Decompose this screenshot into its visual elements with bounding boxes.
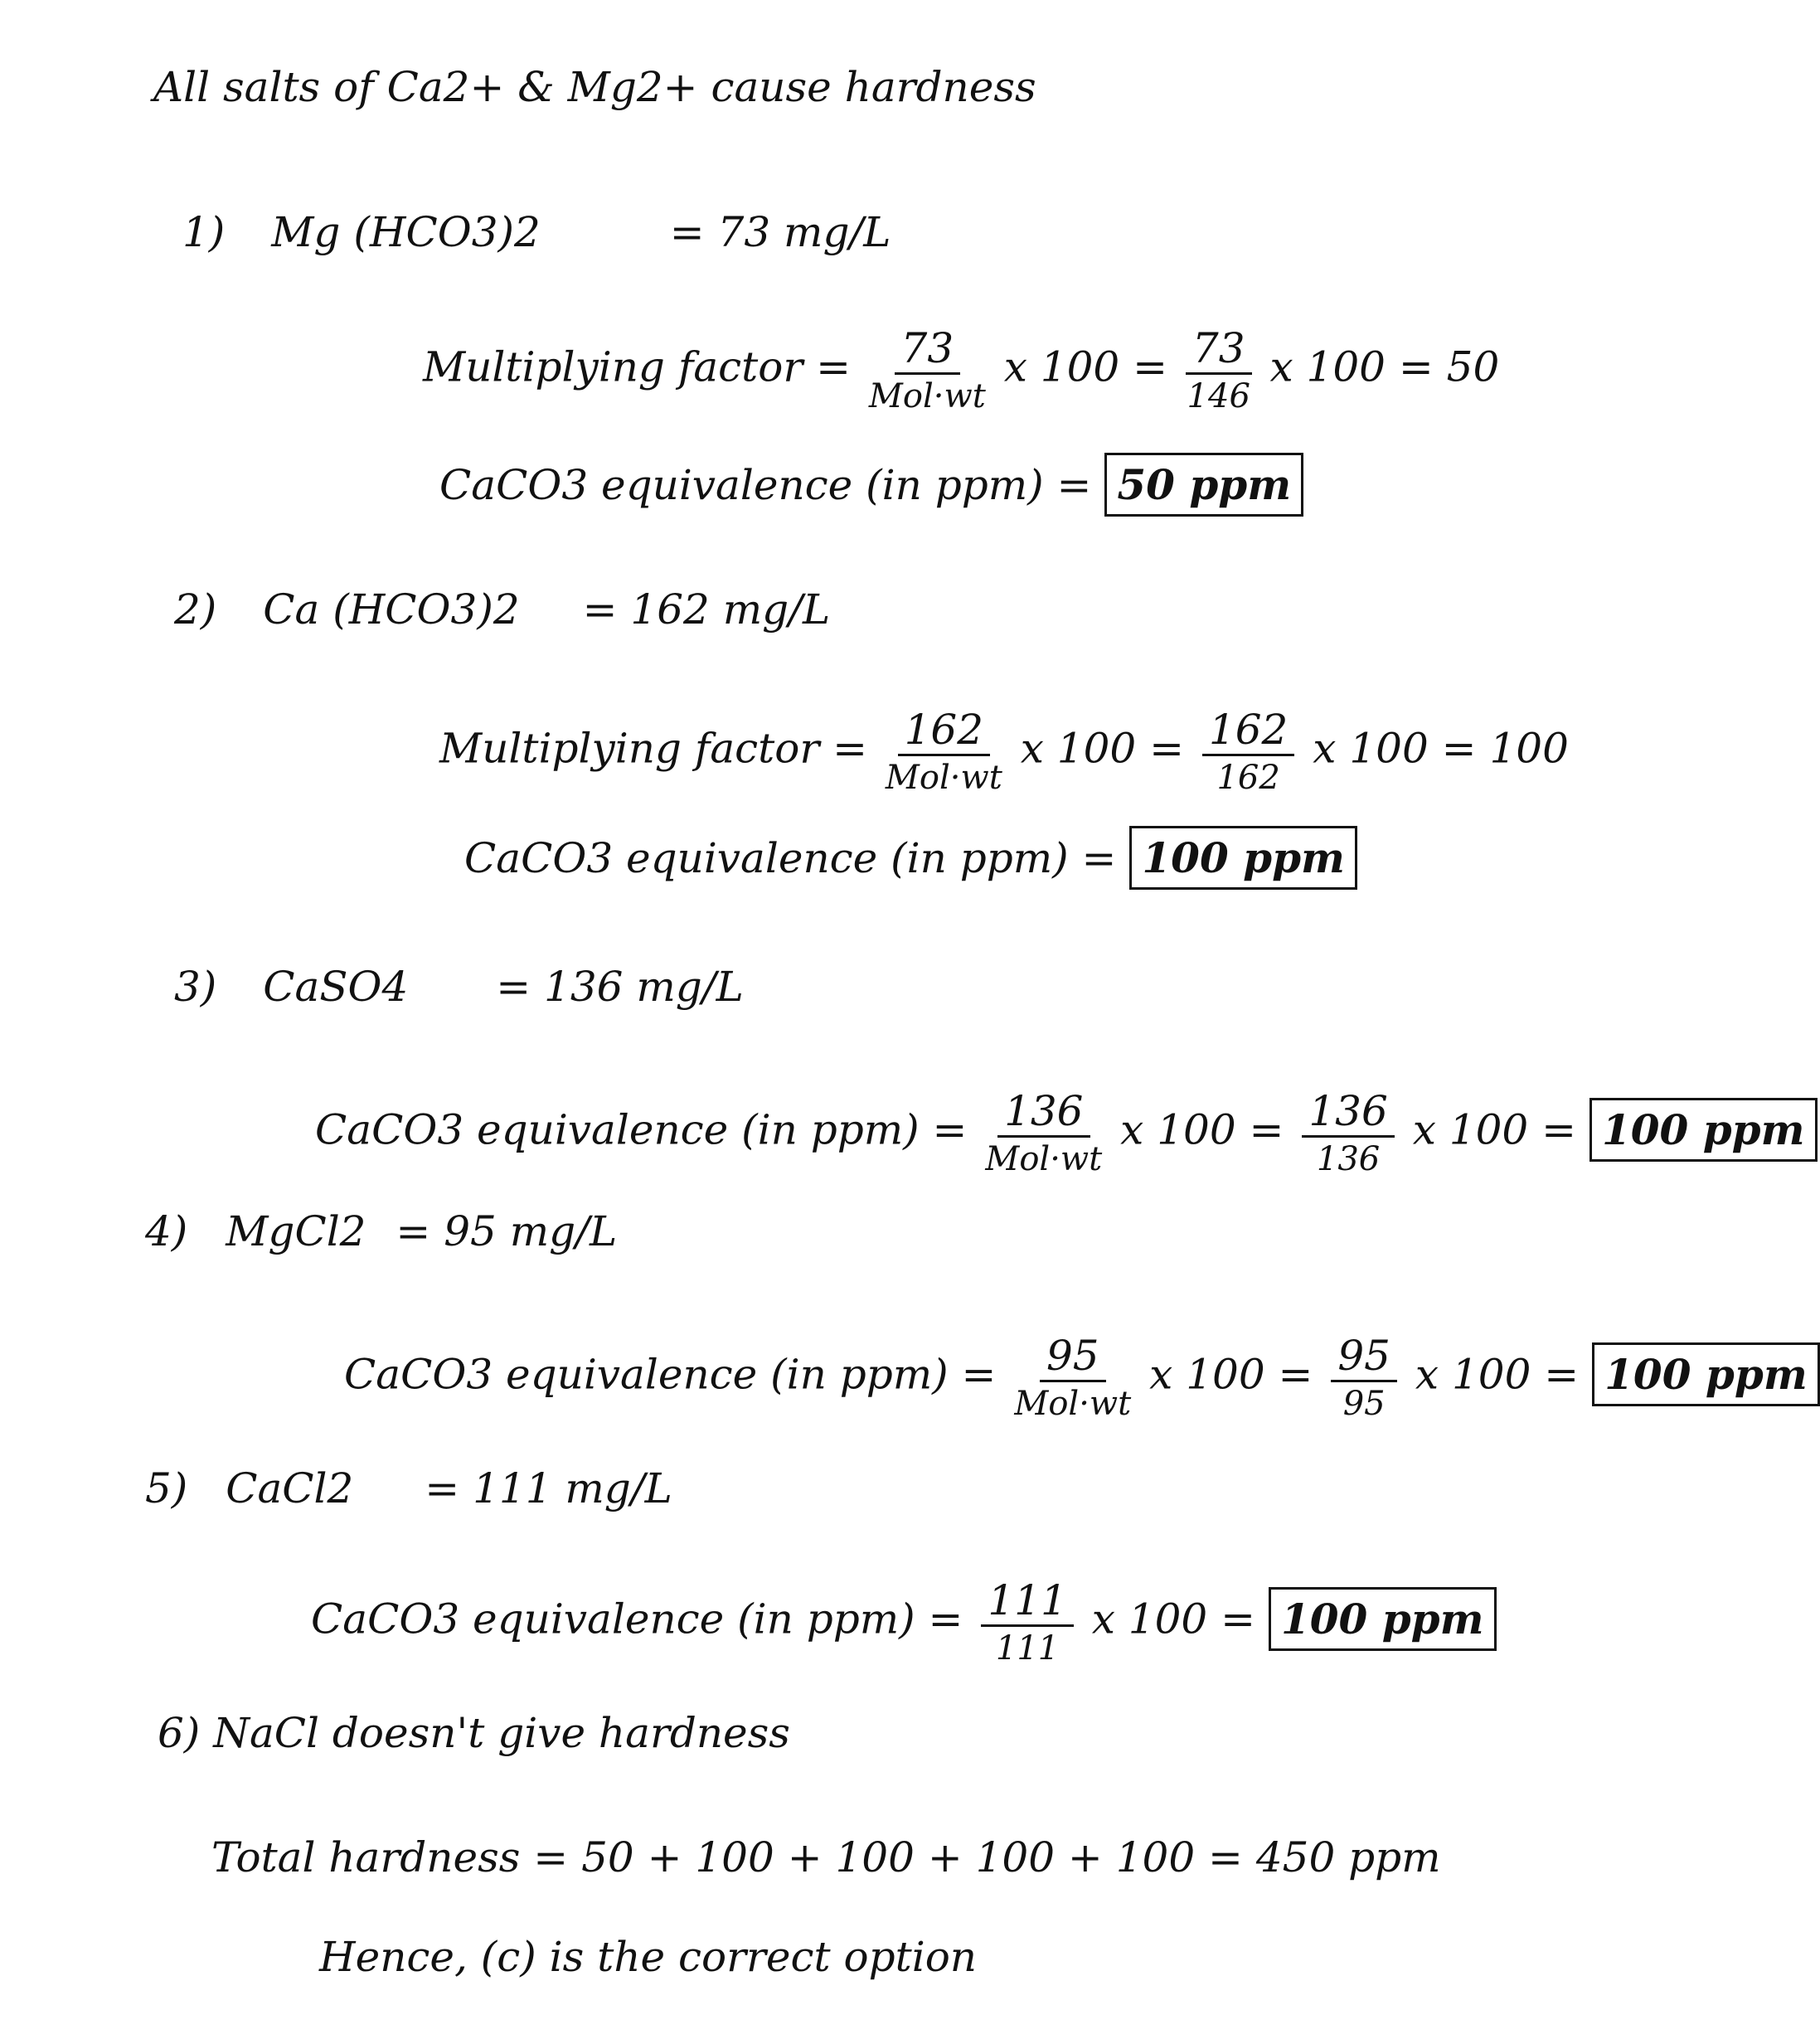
frac-den: Mol·wt [1014, 1385, 1132, 1423]
frac-den: Mol·wt [985, 1140, 1103, 1178]
boxed-result: 100 ppm [1592, 1342, 1820, 1406]
frac-num: 73 [895, 328, 961, 375]
item-formula: Mg (HCO3)2 [271, 208, 541, 256]
frac-num: 162 [898, 709, 990, 756]
page-heading: All salts of Ca2+ & Mg2+ cause hardness [153, 63, 1036, 111]
item-2-header [174, 585, 831, 634]
item-number: 4) [145, 1207, 188, 1255]
mf-end: x 100 = 100 [1313, 724, 1569, 773]
item-5-equivalence [311, 1576, 1497, 1668]
item-concentration: = 73 mg/L [669, 208, 891, 256]
eqv-label: CaCO3 equivalence (in ppm) = [344, 1350, 997, 1399]
item-number: 2) [174, 585, 217, 634]
item-concentration: = 162 mg/L [582, 585, 831, 634]
item-number: 5) [145, 1464, 188, 1512]
item-formula: CaSO4 [263, 963, 409, 1011]
frac-num: 162 [1202, 709, 1294, 756]
item-number: 3) [174, 963, 217, 1011]
fraction [981, 1576, 1073, 1668]
boxed-result: 100 ppm [1589, 1098, 1818, 1162]
fraction [868, 324, 986, 415]
item-2-equivalence [464, 833, 1357, 882]
fraction [1014, 1332, 1132, 1423]
item-3-equivalence [315, 1087, 1818, 1178]
item-4-equivalence [344, 1332, 1820, 1423]
item-concentration: = 136 mg/L [496, 963, 744, 1011]
frac-den: 111 [995, 1629, 1060, 1668]
f-end: x 100 = [1415, 1350, 1580, 1399]
f-end: x 100 = [1412, 1105, 1577, 1154]
item-5-header [145, 1464, 672, 1512]
eqv-label: CaCO3 equivalence (in ppm) = [439, 461, 1092, 509]
boxed-result: 100 ppm [1269, 1587, 1497, 1651]
boxed-result: 50 ppm [1104, 453, 1303, 517]
fraction [1202, 706, 1294, 797]
frac-num: 95 [1040, 1335, 1106, 1382]
item-2-multiplying-factor [439, 706, 1569, 797]
fraction [1302, 1087, 1394, 1178]
mf-end: x 100 = 50 [1269, 342, 1500, 391]
item-1-equivalence [439, 460, 1303, 509]
eqv-label: CaCO3 equivalence (in ppm) = [311, 1595, 963, 1643]
fraction [985, 1087, 1103, 1178]
nacl-note: 6) NaCl doesn't give hardness [158, 1709, 790, 1757]
frac-den: 95 [1342, 1385, 1386, 1423]
frac-num: 136 [997, 1090, 1090, 1138]
frac-num: 136 [1302, 1090, 1394, 1138]
f-end: x 100 = [1091, 1595, 1256, 1643]
f-mid: x 100 = [1120, 1105, 1284, 1154]
total-hardness: Total hardness = 50 + 100 + 100 + 100 + 100 = 450 ppm [211, 1833, 1441, 1881]
item-concentration: = 95 mg/L [396, 1207, 618, 1255]
conclusion: Hence, (c) is the correct option [319, 1933, 977, 1981]
item-4-header [145, 1207, 618, 1255]
frac-den: 136 [1316, 1140, 1381, 1178]
fraction [1186, 324, 1252, 415]
mf-mid: x 100 = [1020, 724, 1185, 773]
fraction [885, 706, 1002, 797]
frac-den: Mol·wt [885, 759, 1002, 797]
item-concentration: = 111 mg/L [425, 1464, 672, 1512]
frac-den: Mol·wt [868, 377, 986, 415]
item-formula: MgCl2 [226, 1207, 366, 1255]
item-formula: Ca (HCO3)2 [263, 585, 520, 634]
item-1-multiplying-factor [423, 324, 1500, 415]
frac-den: 162 [1216, 759, 1280, 797]
eqv-label: CaCO3 equivalence (in ppm) = [315, 1105, 968, 1154]
boxed-result: 100 ppm [1129, 826, 1357, 890]
fraction [1331, 1332, 1397, 1423]
mf-label: Multiplying factor = [423, 342, 852, 391]
f-mid: x 100 = [1149, 1350, 1313, 1399]
mf-mid: x 100 = [1003, 342, 1168, 391]
frac-num: 73 [1186, 328, 1252, 375]
item-3-header [174, 963, 744, 1011]
item-1-header [182, 208, 891, 256]
eqv-label: CaCO3 equivalence (in ppm) = [464, 834, 1117, 882]
mf-label: Multiplying factor = [439, 724, 868, 773]
item-formula: CaCl2 [226, 1464, 354, 1512]
frac-num: 111 [981, 1580, 1073, 1627]
item-number: 1) [182, 208, 226, 256]
frac-num: 95 [1331, 1335, 1397, 1382]
frac-den: 146 [1187, 377, 1250, 415]
